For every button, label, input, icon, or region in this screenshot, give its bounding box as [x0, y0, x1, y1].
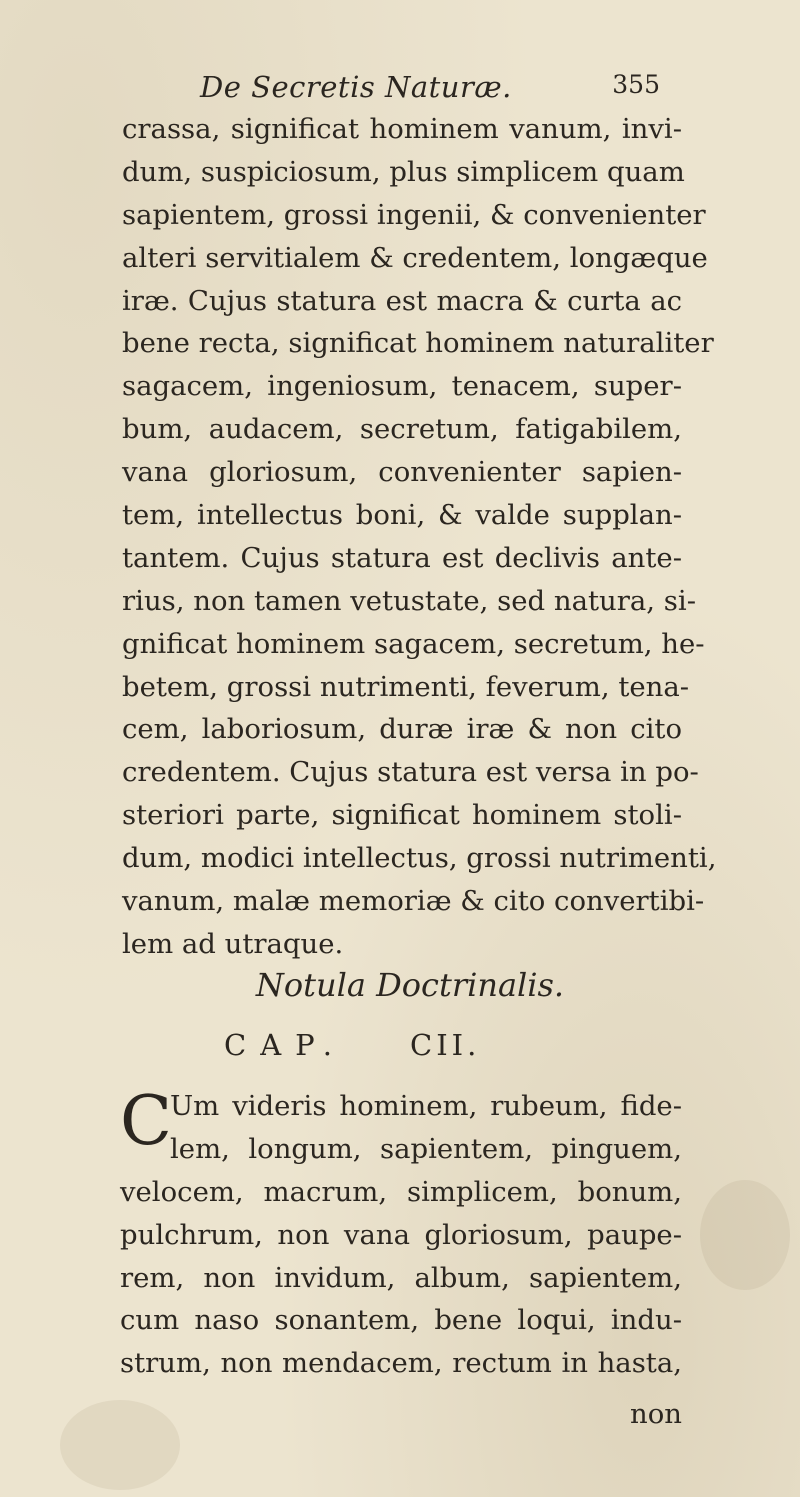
- text-line: tantem. Cujus statura est declivis ante-: [122, 541, 682, 574]
- running-title: De Secretis Naturæ.: [200, 70, 512, 104]
- text-line: sagacem, ingeniosum, tenacem, super-: [122, 370, 682, 403]
- text-line: betem, grossi nutrimenti, feverum, tena-: [122, 670, 690, 703]
- paper-stain: [60, 1400, 180, 1490]
- text-line: sapientem, grossi ingenii, & convenienter: [122, 198, 706, 231]
- text-line: credentem. Cujus statura est versa in po-: [122, 756, 699, 789]
- catchword: non: [630, 1398, 682, 1430]
- text-line: Um videris hominem, rubeum, fide-: [170, 1090, 682, 1122]
- text-line: pulchrum, non vana gloriosum, paupe-: [120, 1218, 682, 1251]
- section-title: Notula Doctrinalis.: [255, 966, 565, 1004]
- drop-cap: C: [120, 1082, 173, 1161]
- text-line: bum, audacem, secretum, fatigabilem,: [122, 413, 682, 446]
- text-line: vana gloriosum, convenienter sapien-: [122, 456, 682, 489]
- text-line: dum, modici intellectus, grossi nutrimenti,: [122, 842, 717, 875]
- page-number: 355: [612, 70, 660, 99]
- body-text: [122, 108, 717, 966]
- text-line: strum, non mendacem, rectum in hasta,: [120, 1347, 682, 1380]
- text-line: iræ. Cujus statura est macra & curta ac: [122, 284, 682, 317]
- text-line: lem ad utraque.: [122, 927, 344, 960]
- paper-stain: [700, 1180, 790, 1290]
- text-line: alteri servitialem & credentem, longæque: [122, 241, 708, 274]
- text-line: gnificat hominem sagacem, secretum, he-: [122, 627, 705, 660]
- text-line: rem, non invidum, album, sapientem,: [120, 1261, 682, 1294]
- chapter-number: CII.: [410, 1028, 481, 1062]
- text-line: dum, suspiciosum, plus simplicem quam: [122, 155, 685, 188]
- chapter-text: [120, 1082, 682, 1385]
- text-line: cum naso sonantem, bene loqui, indu-: [120, 1304, 682, 1337]
- text-line: crassa, significat hominem vanum, invi-: [122, 113, 682, 145]
- text-line: cem, laboriosum, duræ iræ & non cito: [122, 713, 682, 746]
- text-line: tem, intellectus boni, & valde supplan-: [122, 499, 682, 532]
- chapter-heading: [224, 1028, 584, 1072]
- text-line: rius, non tamen vetustate, sed natura, si-: [122, 584, 696, 617]
- chapter-label: CAP.: [224, 1028, 346, 1062]
- text-line: vanum, malæ memoriæ & cito convertibi-: [122, 885, 705, 918]
- text-line: bene recta, significat hominem naturaliter: [122, 327, 714, 360]
- text-line: velocem, macrum, simplicem, bonum,: [120, 1175, 682, 1208]
- text-line: lem, longum, sapientem, pinguem,: [170, 1132, 682, 1165]
- text-line: steriori parte, significat hominem stoli-: [122, 799, 682, 832]
- page-header: [200, 70, 660, 106]
